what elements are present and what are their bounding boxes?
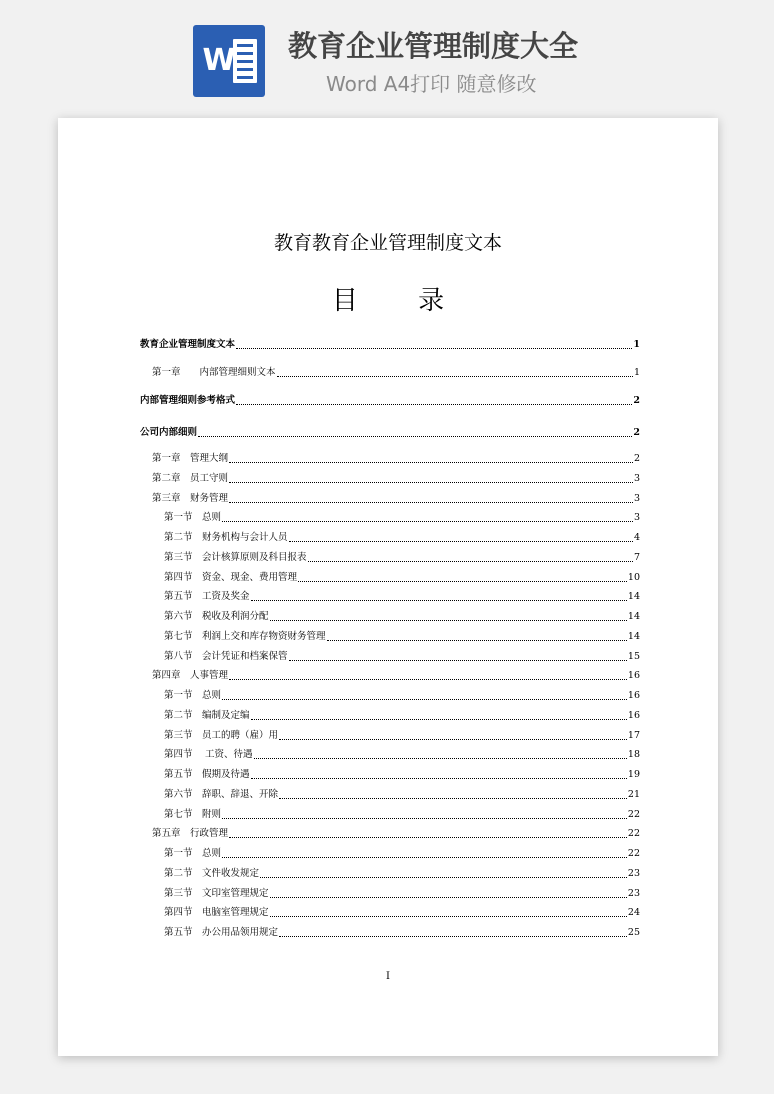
toc-entry-page: 21: [627, 789, 640, 800]
toc-dot-leader: [298, 580, 627, 582]
toc-entry-label: 第六节 税收及利润分配: [164, 611, 269, 622]
toc-entry[interactable]: [164, 509, 640, 525]
toc-entry[interactable]: [140, 392, 640, 408]
toc-entry-page: 23: [627, 868, 640, 879]
toc-entry-label: 第四节 工资、待遇: [164, 749, 253, 760]
toc-entry[interactable]: [164, 608, 640, 624]
toc-entry-page: 16: [627, 670, 640, 681]
toc-entry[interactable]: [152, 825, 640, 841]
toc-entry-page: 16: [627, 690, 640, 701]
toc-entry-page: 7: [633, 552, 640, 563]
toc-entry-page: 10: [627, 572, 640, 583]
toc-entry-label: 第二节 财务机构与会计人员: [164, 532, 288, 543]
toc-entry-page: 2: [633, 453, 640, 464]
toc-entry-label: 第二节 编制及定编: [164, 710, 250, 721]
toc-entry-page: 3: [633, 473, 640, 484]
toc-entry-page: 19: [627, 769, 640, 780]
toc-entry-label: 第一节 总则: [164, 848, 222, 859]
toc-entry-label: 第七节 利润上交和库存物资财务管理: [164, 631, 326, 642]
toc-entry[interactable]: [164, 569, 640, 585]
toc-entry-page: 16: [627, 710, 640, 721]
toc-entry-label: 第四章 人事管理: [152, 670, 229, 681]
toc-entry-label: 第五节 办公用品领用规定: [164, 927, 279, 938]
toc-entry[interactable]: [164, 924, 640, 940]
toc-entry-label: 第三章 财务管理: [152, 493, 229, 504]
page-number: I: [386, 971, 390, 982]
toc-dot-leader: [279, 738, 627, 740]
toc-dot-leader: [222, 520, 633, 522]
toc-dot-leader: [229, 836, 627, 838]
toc-entry-label: 第二节 文件收发规定: [164, 868, 260, 879]
toc-dot-leader: [254, 757, 627, 759]
logo-letter: W: [202, 43, 236, 78]
table-of-contents: [58, 118, 718, 1056]
toc-dot-leader: [222, 698, 627, 700]
toc-entry[interactable]: [164, 727, 640, 743]
toc-entry-page: 1: [633, 339, 640, 350]
toc-entry-label: 第三节 员工的聘（雇）用: [164, 730, 279, 741]
toc-dot-leader: [270, 915, 627, 917]
toc-entry[interactable]: [152, 364, 640, 380]
toc-entry-label: 第七节 附则: [164, 809, 222, 820]
toc-entry-page: 25: [627, 927, 640, 938]
toc-entry[interactable]: [164, 529, 640, 545]
toc-entry-page: 3: [633, 493, 640, 504]
toc-dot-leader: [198, 435, 632, 437]
toc-dot-leader: [260, 876, 627, 878]
toc-dot-leader: [229, 501, 633, 503]
toc-entry-label: 第四节 资金、现金、费用管理: [164, 572, 298, 583]
toc-entry[interactable]: [164, 766, 640, 782]
toc-dot-leader: [229, 678, 627, 680]
toc-entry-label: 第三节 会计核算原则及科目报表: [164, 552, 307, 563]
toc-dot-leader: [229, 461, 633, 463]
toc-entry-label: 第一章 管理大纲: [152, 453, 229, 464]
toc-entry-page: 14: [627, 591, 640, 602]
toc-entry[interactable]: [164, 687, 640, 703]
toc-entry-page: 14: [627, 631, 640, 642]
toc-dot-leader: [277, 375, 633, 377]
toc-entry[interactable]: [164, 549, 640, 565]
toc-dot-leader: [279, 797, 627, 799]
toc-entry-page: 1: [633, 367, 640, 378]
toc-dot-leader: [222, 817, 627, 819]
toc-entry-label: 第一章 内部管理细则文本: [152, 367, 276, 378]
toc-dot-leader: [270, 619, 627, 621]
toc-dot-leader: [308, 560, 633, 562]
toc-entry[interactable]: [152, 450, 640, 466]
toc-entry-page: 2: [633, 427, 640, 438]
toc-dot-leader: [289, 540, 633, 542]
toc-entry-label: 第一节 总则: [164, 512, 222, 523]
toc-dot-leader: [289, 659, 627, 661]
toc-entry-page: 22: [627, 828, 640, 839]
toc-entry[interactable]: [164, 904, 640, 920]
toc-entry-page: 4: [633, 532, 640, 543]
toc-entry-page: 22: [627, 848, 640, 859]
toc-dot-leader: [251, 599, 627, 601]
toc-entry-label: 教育企业管理制度文本: [140, 339, 236, 350]
toc-entry-page: 3: [633, 512, 640, 523]
toc-heading: 目 录: [331, 286, 471, 316]
toc-dot-leader: [327, 639, 627, 641]
toc-entry[interactable]: [152, 470, 640, 486]
toc-entry[interactable]: [152, 667, 640, 683]
toc-entry[interactable]: [164, 648, 640, 664]
toc-dot-leader: [279, 935, 627, 937]
toc-entry[interactable]: [140, 424, 640, 440]
toc-entry-label: 第五节 工资及奖金: [164, 591, 250, 602]
toc-entry[interactable]: [140, 336, 640, 352]
toc-entry-label: 内部管理细则参考格式: [140, 395, 236, 406]
toc-dot-leader: [236, 347, 632, 349]
toc-entry-label: 第五节 假期及待遇: [164, 769, 250, 780]
toc-entry-label: 公司内部细则: [140, 427, 198, 438]
toc-entry-label: 第三节 文印室管理规定: [164, 888, 269, 899]
toc-entry[interactable]: [152, 490, 640, 506]
toc-entry-label: 第六节 辞职、辞退、开除: [164, 789, 279, 800]
toc-dot-leader: [251, 718, 627, 720]
toc-dot-leader: [229, 481, 633, 483]
toc-entry-page: 17: [627, 730, 640, 741]
toc-entry-label: 第四节 电脑室管理规定: [164, 907, 269, 918]
toc-entry[interactable]: [164, 845, 640, 861]
toc-dot-leader: [251, 777, 627, 779]
toc-entry[interactable]: [164, 865, 640, 881]
toc-entry-page: 23: [627, 888, 640, 899]
toc-entry[interactable]: [164, 588, 640, 604]
toc-entry-page: 15: [627, 651, 640, 662]
word-document-icon: [193, 25, 265, 97]
toc-entry-label: 第二章 员工守则: [152, 473, 229, 484]
toc-entry[interactable]: [164, 746, 640, 762]
toc-dot-leader: [222, 856, 627, 858]
document-title: 教育教育企业管理制度文本: [273, 232, 502, 254]
toc-entry[interactable]: [164, 786, 640, 802]
toc-entry[interactable]: [164, 806, 640, 822]
toc-entry-page: 2: [633, 395, 640, 406]
banner-title: 教育企业管理制度大全: [288, 29, 579, 63]
header-banner: [0, 0, 774, 110]
document-page: [58, 118, 718, 1056]
toc-entry-page: 14: [627, 611, 640, 622]
toc-entry-page: 24: [627, 907, 640, 918]
toc-entry[interactable]: [164, 885, 640, 901]
toc-dot-leader: [270, 896, 627, 898]
toc-entry-page: 18: [627, 749, 640, 760]
toc-entry-page: 22: [627, 809, 640, 820]
toc-entry-label: 第八节 会计凭证和档案保管: [164, 651, 288, 662]
banner-subtitle: Word A4打印 随意修改: [326, 72, 537, 96]
toc-entry[interactable]: [164, 628, 640, 644]
toc-entry-label: 第五章 行政管理: [152, 828, 229, 839]
toc-entry[interactable]: [164, 707, 640, 723]
toc-entry-label: 第一节 总则: [164, 690, 222, 701]
toc-dot-leader: [236, 403, 632, 405]
